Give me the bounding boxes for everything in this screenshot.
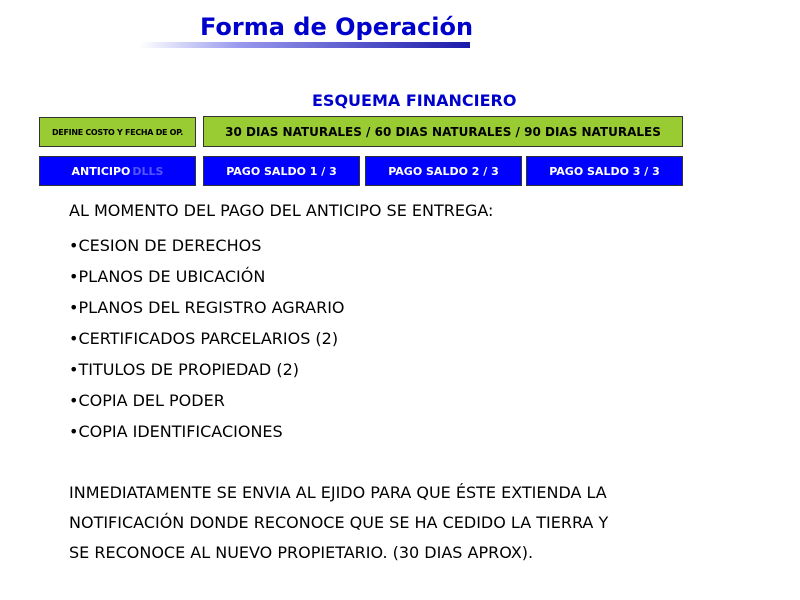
list-item [69,354,345,385]
intro-text: AL MOMENTO DEL PAGO DEL ANTICIPO SE ENTREGA: [69,201,494,220]
list-item-text: PLANOS DEL REGISTRO AGRARIO [78,298,345,317]
document-list [69,230,345,447]
pago-saldo-2-label: PAGO SALDO 2 / 3 [388,164,499,178]
define-cost-box [39,117,196,147]
bullet-icon: • [69,360,79,379]
list-item [69,416,345,447]
pago-saldo-2-box [365,156,522,186]
title-underline [140,42,470,48]
bullet-icon: • [69,391,79,410]
pago-saldo-1-label: PAGO SALDO 1 / 3 [226,164,337,178]
list-item [69,323,345,354]
section-subtitle: ESQUEMA FINANCIERO [312,91,517,110]
list-item [69,230,345,261]
anticipo-label: ANTICIPO [71,164,131,178]
pago-saldo-3-box [526,156,683,186]
list-item [69,261,345,292]
bullet-icon: • [69,298,79,317]
list-item-text: PLANOS DE UBICACIÓN [78,267,266,286]
list-item [69,292,345,323]
payment-terms-label: 30 DIAS NATURALES / 60 DIAS NATURALES / 90 DIAS NATURALES [225,124,661,139]
payment-terms-box [203,116,683,147]
slide-title: Forma de Operación [200,13,474,41]
closing-paragraph [69,478,608,568]
list-item-text: CESION DE DERECHOS [78,236,262,255]
list-item-text: CERTIFICADOS PARCELARIOS (2) [78,329,339,348]
paragraph-line: INMEDIATAMENTE SE ENVIA AL EJIDO PARA QUE ÉSTE EXTIENDA LA [69,483,607,502]
bullet-icon: • [69,329,79,348]
bullet-icon: • [69,422,79,441]
list-item-text: COPIA DEL PODER [78,391,225,410]
define-cost-label: DEFINE COSTO Y FECHA DE OP. [51,127,184,137]
pago-saldo-3-label: PAGO SALDO 3 / 3 [549,164,660,178]
paragraph-line: SE RECONOCE AL NUEVO PROPIETARIO. (30 DIAS APROX). [69,543,534,562]
bullet-icon: • [69,236,79,255]
pago-saldo-1-box [203,156,360,186]
list-item-text: COPIA IDENTIFICACIONES [78,422,283,441]
list-item-text: TITULOS DE PROPIEDAD (2) [78,360,299,379]
anticipo-box [39,156,196,186]
bullet-icon: • [69,267,79,286]
anticipo-currency-label: DLLS [132,164,164,178]
list-item [69,385,345,416]
paragraph-line: NOTIFICACIÓN DONDE RECONOCE QUE SE HA CEDIDO LA TIERRA Y [69,513,609,532]
